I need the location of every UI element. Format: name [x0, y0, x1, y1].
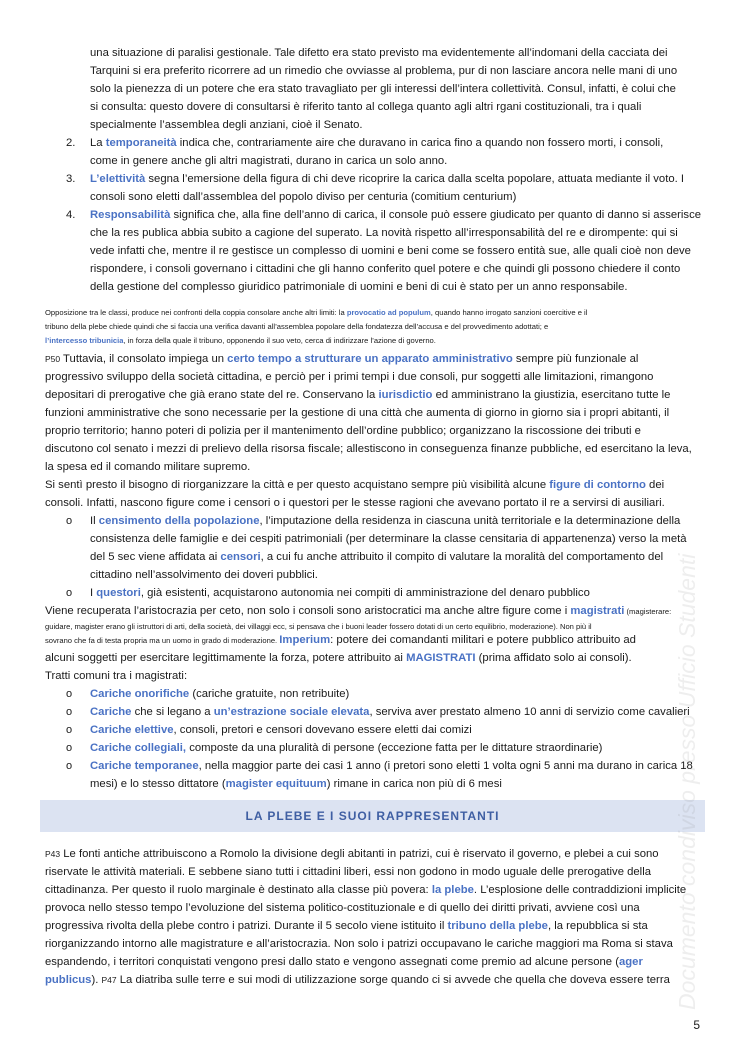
- highlight-term: censimento della popolazione: [98, 515, 260, 527]
- highlight-term: provocatio ad populum: [346, 308, 431, 317]
- highlight-term: magister equituum: [225, 778, 327, 790]
- bullet-item-line: del 5 sec viene affidata ai censori, a cui fu anche attribuito il compito di valutare la moralità del comportamento del: [90, 551, 664, 563]
- highlight-term: la plebe: [431, 884, 474, 896]
- list-item-line: vede infatti che, mentre il re gestisce un complesso di uomini e beni come se fossero entità sue, alle quali cioè non deve: [90, 245, 691, 257]
- highlight-term: Cariche: [90, 706, 132, 718]
- highlight-term: certo tempo a strutturare un apparato amministrativo: [227, 353, 513, 365]
- highlight-term: Cariche temporanee: [90, 760, 199, 772]
- paragraph-line: guidare, magister erano gli istruttori di arti, della società, dei villaggi ecc, si pensava che i buoni leader fossero dotati di un certo equilibrio, moderazione). Non più il: [45, 622, 592, 631]
- paragraph-line: sovrano che fa di testa propria ma un uomo in grado di moderazione. Imperium: potere dei comandanti militari e potere pubblico attribuito ad: [45, 634, 636, 646]
- bullet-circle: o: [66, 742, 73, 754]
- paragraph-line: riservate le attività materiali. E sebbene siano tutti i cittadini liberi, essi non godono in modo uguale delle prerogative della: [45, 866, 651, 878]
- section-title: LA PLEBE E I SUOI RAPPRESENTANTI: [245, 809, 500, 823]
- bullet-item-line: consistenza delle famiglie e dei cespiti patrimoniali (per determinare la classe censitaria di appartenenza) verso la metà: [90, 533, 687, 545]
- highlight-term: magistrati: [570, 605, 625, 617]
- paragraph-line: funzioni amministrative che sono necessarie per la gestione di una città che aumenta di giorno in giorno sia i propri abitanti, il: [45, 407, 670, 419]
- list-item-line: che la res publica abbia subito a cagione del superato. La novità rispetto all’irresponsabilità del re e dirompente: qui si: [90, 227, 678, 239]
- page-ref: P47: [101, 975, 117, 985]
- highlight-term: Cariche elettive: [90, 724, 174, 736]
- paragraph-line: P43 Le fonti antiche attribuiscono a Romolo la divisione degli abitanti in patrizi, cui è riservato il governo, e plebei a cui sono: [45, 848, 659, 860]
- bullet-item: Cariche temporanee, nella maggior parte dei casi 1 anno (i pretori sono eletti 1 volta ogni 5 anni ma durano in carica 18: [90, 760, 693, 772]
- section-heading: [40, 800, 705, 832]
- list-item-line: come in genere anche gli altri magistrati, durano in carica un solo anno.: [90, 155, 448, 167]
- highlight-term: temporaneità: [105, 137, 177, 149]
- paragraph-line: alcuni soggetti per esercitare legittimamente la forza, potere attribuito ai MAGISTRATI (prima affidato solo ai consoli).: [45, 652, 632, 664]
- highlight-term: un’estrazione sociale elevata: [213, 706, 370, 718]
- list-item-line: della gestione del complesso giuridico patrimoniale di uomini e beni di cui è stato per un anno responsabile.: [90, 281, 628, 293]
- page-ref: P50: [45, 354, 61, 364]
- list-number: 3.: [66, 173, 76, 185]
- bullet-circle: o: [66, 706, 73, 718]
- page-ref: P43: [45, 849, 61, 859]
- intro-line: specialmente l’assemblea degli anziani, cioè il Senato.: [90, 119, 363, 131]
- paragraph-line: P50 Tuttavia, il consolato impiega un certo tempo a strutturare un apparato amministrativo sempre più funzionale al: [45, 353, 639, 365]
- intro-line: si consulta: questo dovere di consultarsi è riferito tanto al collega quanto agli altri rgani costituzionali, tra i quali: [90, 101, 642, 113]
- list-number: 4.: [66, 209, 76, 221]
- note-line: l’intercesso tribunicia, in forza della quale il tribuno, opponendo il suo veto, cerca di indirizzare l’azione di governo.: [45, 336, 436, 345]
- highlight-term: L’elettività: [90, 173, 146, 185]
- bullet-item: I questori, già esistenti, acquistarono autonomia nei compiti di amministrazione del denaro pubblico: [90, 587, 590, 599]
- paragraph-line: depositari di prerogative che già erano state del re. Conservano la iurisdictio ed amministrano la giustizia, esercitano tutte le: [45, 389, 671, 401]
- highlight-term: publicus: [45, 974, 92, 986]
- highlight-term: censori: [220, 551, 261, 563]
- bullet-item: Cariche onorifiche (cariche gratuite, non retribuite): [90, 688, 350, 700]
- highlight-term: ager: [619, 956, 643, 968]
- paragraph-line: Tratti comuni tra i magistrati:: [45, 670, 188, 682]
- highlight-term: figure di contorno: [549, 479, 646, 491]
- note-line: tribuno della plebe chiede quindi che si faccia una verifica davanti all’assemblea popolare della fondatezza dell’accusa e del provvedimento adottati; e: [45, 322, 549, 331]
- paragraph-line: publicus). P47 La diatriba sulle terre e sui modi di utilizzazione sorge quando ci si avvede che quella che doveva essere terra: [45, 974, 670, 986]
- highlight-term: questori: [96, 587, 141, 599]
- highlight-term: tribuno della plebe: [447, 920, 548, 932]
- paragraph-line: cittadinanza. Per questo il ruolo marginale è destinato alla classe più povera: la plebe. L’esplosione delle contraddizioni implicite: [45, 884, 687, 896]
- bullet-circle: o: [66, 515, 73, 527]
- intro-line: Tarquini si era preferito ricorrere ad un rimedio che ovviasse al problema, pur di non lasciare ancora nelle mani di uno: [90, 65, 678, 77]
- paragraph-line: progressivo sviluppo della società cittadina, e perciò per i primi tempi i due consoli, pur soggetti alle limitazioni, rimangono: [45, 371, 654, 383]
- highlight-term: l’intercesso tribunicia: [45, 336, 124, 345]
- list-item-line: consoli sono eletti dall’assemblea del popolo diviso per centuria (comitium centurium): [90, 191, 517, 203]
- list-item: L’elettività segna l’emersione della figura di chi deve ricoprire la carica dalla scelta popolare, attuata mediante il voto. I: [90, 173, 685, 185]
- list-item-line: rispondere, i consoli governano i cittadini che gli hanno conferito quel potere e che quindi gli possono chiedere il conto: [90, 263, 681, 275]
- highlight-term: Cariche collegiali,: [90, 742, 187, 754]
- highlight-term: Imperium: [279, 634, 331, 646]
- paragraph-line: la spesa ed il comando militare supremo.: [45, 461, 251, 473]
- bullet-circle: o: [66, 760, 73, 772]
- paragraph-line: discutono col senato i mezzi di prelievo della risorsa fiscale; allestiscono in conseguenza finanze pubbliche, ed esercitano la leva,: [45, 443, 692, 455]
- watermark: Documento condiviso presso Ufficio Studenti: [674, 553, 700, 1010]
- bullet-item: Cariche che si legano a un’estrazione sociale elevata, serviva aver prestato almeno 10 anni di servizio come cavalieri: [90, 706, 690, 718]
- paragraph-line: provoca nello stesso tempo l’evoluzione del sistema politico-costituzionale e di quello dei diritti privati, avviene così una: [45, 902, 640, 914]
- bullet-item: Cariche collegiali, composte da una pluralità di persone (eccezione fatta per le dittature straordinarie): [90, 742, 603, 754]
- paragraph-line: Viene recuperata l’aristocrazia per ceto, non solo i consoli sono aristocratici ma anche altre figure come i magistrati (magisterare:: [45, 605, 672, 617]
- bullet-circle: o: [66, 688, 73, 700]
- paragraph-line: consoli. Infatti, nascono figure come i censori o i questori per le stesse ragioni che avevano portato il re a servirsi di ausiliari.: [45, 497, 665, 509]
- paragraph-line: proprio territorio; hanno poteri di polizia per il mantenimento dell’ordine pubblico; organizzano la riscossione dei tributi e: [45, 425, 641, 437]
- bullet-item-line: cittadino nell’assolvimento dei doveri pubblici.: [90, 569, 318, 581]
- list-item: La temporaneità indica che, contrariamente aire che duravano in carica fino a quando non fossero morti, i consoli,: [90, 137, 664, 149]
- bullet-item-line: mesi) e lo stesso dittatore (magister equituum) rimane in carica non più di 6 mesi: [90, 778, 502, 790]
- highlight-term: Cariche onorifiche: [90, 688, 190, 700]
- paragraph-line: espandendo, i territori conquistati vengono presi dallo stato e vengono assegnati come premio ad alcune persone (ager: [45, 956, 643, 968]
- page-number: 5: [693, 1018, 700, 1032]
- note-line: Opposizione tra le classi, produce nei confronti della coppia consolare anche altri limiti: la provocatio ad populum, quando hanno irrogato sanzioni coercitive e il: [45, 308, 588, 317]
- intro-line: solo la pienezza di un potere che era stato travagliato per gli interessi dell’intera collettività. Consul, infatti, è colui che: [90, 83, 676, 95]
- bullet-circle: o: [66, 724, 73, 736]
- bullet-item: Cariche elettive, consoli, pretori e censori dovevano essere eletti dai comizi: [90, 724, 472, 736]
- highlight-term: iurisdictio: [378, 389, 433, 401]
- paragraph-line: Si sentì presto il bisogno di riorganizzare la città e per questo acquistano sempre più visibilità alcune figure di contorno dei: [45, 479, 665, 491]
- bullet-circle: o: [66, 587, 73, 599]
- bullet-item: Il censimento della popolazione, l’imputazione della residenza in ciascuna unità territoriale e la determinazione della: [90, 515, 681, 527]
- paragraph-line: progressiva rivolta della plebe contro i patrizi. Durante il 5 secolo viene istituito il tribuno della plebe, la repubblica si sta: [45, 920, 648, 932]
- highlight-term: MAGISTRATI: [406, 652, 476, 664]
- list-item: Responsabilità significa che, alla fine dell’anno di carica, il console può essere giudicato per quanto di danno si asserisce: [90, 209, 702, 221]
- intro-line: una situazione di paralisi gestionale. Tale difetto era stato previsto ma evidentemente all’indomani della cacciata dei: [90, 47, 668, 59]
- highlight-term: Responsabilità: [90, 209, 171, 221]
- list-number: 2.: [66, 137, 76, 149]
- paragraph-line: riorganizzando intorno alle magistrature e all’aristocrazia. Non solo i patrizi occupavano le cariche maggiori ma Roma si stava: [45, 938, 673, 950]
